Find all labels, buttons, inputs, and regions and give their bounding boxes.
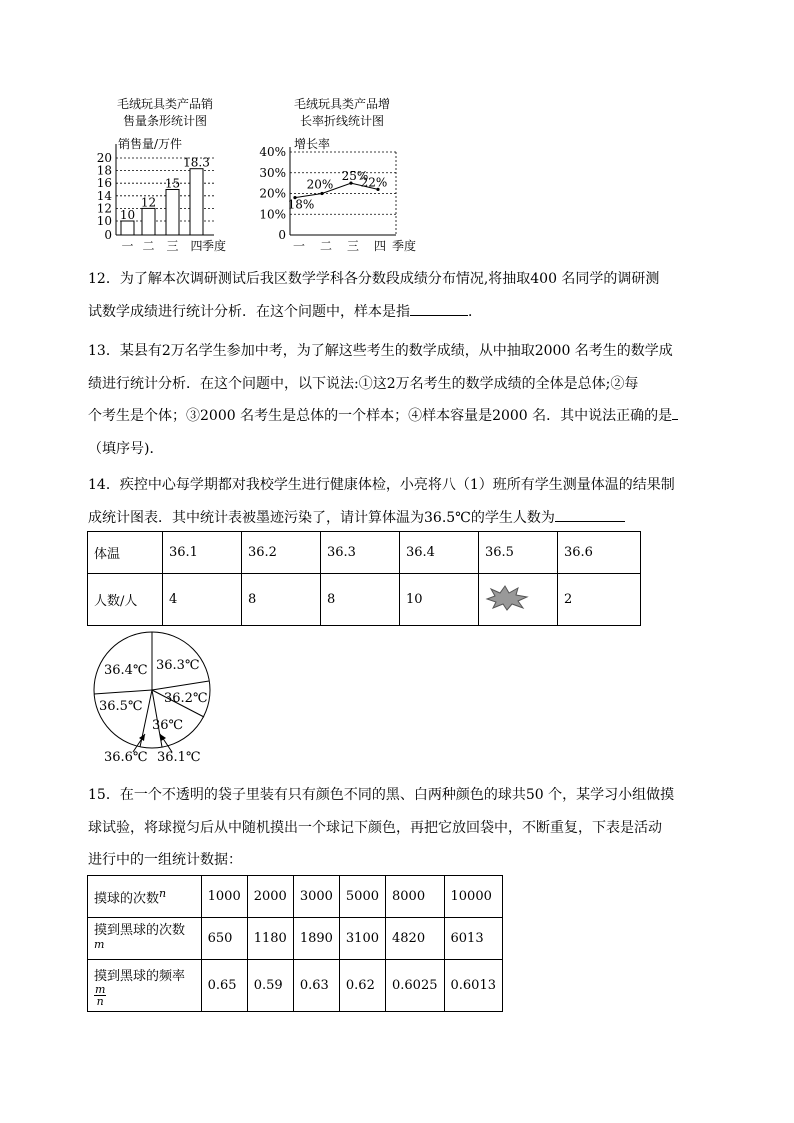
bar-value-label: 12: [140, 195, 157, 210]
table-cell: 36.6: [558, 532, 641, 574]
bar-chart-ylabel: 销售量/万件: [118, 137, 183, 151]
pie-label: 36.4℃: [104, 663, 148, 678]
table-cell: 4: [163, 574, 242, 626]
table-cell: 0.6025: [386, 960, 445, 1012]
bar-chart-title-line2: 售量条形统计图: [122, 114, 208, 128]
q12-line1: 12．为了解本次调研测试后我区数学学科各分数段成绩分布情况,将抽取400 名同学的调研测: [88, 271, 660, 287]
table-cell: 1000: [201, 876, 247, 918]
q13-line2: 绩进行统计分析．在这个问题中，以下说法:①这2万名考生的数学成绩的全体是总体;②每: [88, 376, 639, 392]
q13-line1: 13．某县有2万名学生参加中考，为了解这些考生的数学成绩，从中抽取2000 名考生的数学成: [88, 343, 673, 359]
table-cell: 0.6013: [444, 960, 503, 1012]
bar: [166, 190, 179, 236]
table-row: [88, 960, 503, 1012]
q14-line2-text: 成统计图表．其中统计表被墨迹污染了，请计算体温为36.5℃的学生人数为: [88, 510, 555, 526]
table-row: [88, 532, 641, 574]
x-tick-label: 一: [121, 239, 134, 253]
y-tick-label: 20%: [259, 186, 286, 201]
point-value-label: 25%: [341, 169, 369, 184]
x-tick-label: 四: [190, 239, 203, 253]
q12-line2: [88, 301, 482, 321]
q15-line3: 进行中的一组统计数据：: [88, 852, 242, 868]
q13-line4: （填序号)．: [88, 441, 164, 457]
point-value-label: 20%: [306, 177, 334, 192]
table-cell: 3000: [293, 876, 339, 918]
table-cell: 36.2: [242, 532, 321, 574]
table-cell: 2000: [247, 876, 293, 918]
table-cell: 10000: [444, 876, 503, 918]
table-row-header: 摸球的次数$^n$: [88, 876, 202, 918]
table-cell: 体温: [88, 532, 163, 574]
table-row: [88, 574, 641, 626]
bar-chart-xlabel: 季度: [202, 239, 227, 253]
x-tick-label: 三: [346, 239, 360, 253]
ink-stain-icon: [485, 585, 529, 611]
table-cell: 36.5: [479, 532, 558, 574]
table-row-header: 摸到黑球的频率 $\frac{m}{n}$: [88, 960, 202, 1012]
table-cell: 650: [201, 918, 247, 960]
ball-experiment-table: [87, 875, 503, 1012]
line-chart-title-line2: 长率折线统计图: [299, 114, 385, 128]
q14-answer-blank[interactable]: [555, 507, 625, 522]
pie-label: 36.2℃: [164, 691, 208, 706]
sales-bar-chart: [88, 92, 248, 262]
bar-value-label: 10: [119, 208, 136, 222]
pie-pointer-arrowhead: [160, 734, 166, 741]
pie-slice-boundary: [94, 690, 152, 694]
q12-line2-text: 试数学成绩进行统计分析．在这个问题中，样本是指: [88, 304, 410, 320]
table-cell: 人数/人: [88, 574, 163, 626]
table-cell: 36.4: [400, 532, 479, 574]
temperature-pie-chart: [90, 630, 220, 770]
table-cell: 6013: [444, 918, 503, 960]
pie-label: 36.6℃: [104, 750, 148, 765]
q15-line2: 球试验，将球搅匀后从中随机摸出一个球记下颜色，再把它放回袋中，不断重复，下表是活动: [88, 820, 662, 836]
line-chart-title-line1: 毛绒玩具类产品增: [293, 97, 391, 111]
y-tick-label: 20: [96, 151, 112, 165]
y-tick-label: 14: [96, 188, 112, 203]
table-cell: 1890: [293, 918, 339, 960]
q12-answer-blank[interactable]: [410, 301, 468, 316]
pie-pointer-arrowhead: [139, 734, 145, 741]
y-tick-label: 0: [278, 228, 286, 242]
y-tick-label: 0: [104, 228, 112, 242]
bar-value-label: 15: [164, 176, 181, 191]
x-tick-label: 三: [166, 239, 179, 253]
table-cell: 0.63: [293, 960, 339, 1012]
pie-label: 36℃: [152, 718, 184, 733]
frequency-fraction: $\frac{m}{n}$: [95, 982, 106, 1008]
q15-line1: 15．在一个不透明的袋子里装有只有颜色不同的黑、白两种颜色的球共50 个，某学习小组做摸: [88, 787, 675, 803]
table-cell: 36.3: [321, 532, 400, 574]
pie-slice-boundary: [152, 681, 209, 690]
data-point: [320, 192, 323, 195]
x-tick-label: 四: [373, 239, 387, 253]
bar-chart-title-line1: 毛绒玩具类产品销: [116, 97, 214, 111]
y-tick-label: 30%: [259, 165, 286, 180]
x-tick-label: 二: [142, 239, 155, 253]
bar: [121, 221, 134, 235]
table-cell: 8: [242, 574, 321, 626]
y-tick-label: 10%: [259, 207, 286, 222]
table-cell: 8000: [386, 876, 445, 918]
y-tick-label: 40%: [259, 145, 286, 159]
point-value-label: 18%: [287, 197, 315, 212]
ink-stain-cell: [479, 574, 558, 626]
table-cell: 2: [558, 574, 641, 626]
temperature-table: [87, 531, 641, 626]
q13-line3-text: 个考生是个体；③2000 名考生是总体的一个样本；④样本容量是2000 名．其中说法正确的是: [88, 408, 673, 424]
y-tick-label: 12: [96, 201, 112, 216]
table-cell: 8: [321, 574, 400, 626]
table-cell: 10: [400, 574, 479, 626]
table-cell: 4820: [386, 918, 445, 960]
pie-label: 36.1℃: [157, 750, 201, 765]
bar: [190, 169, 203, 235]
y-tick-label: 18: [96, 163, 112, 178]
table-cell: 0.62: [339, 960, 385, 1012]
q12-line2-end: ．: [468, 304, 482, 320]
line-chart-xlabel: 季度: [392, 239, 417, 253]
q13-answer-blank[interactable]: [672, 405, 678, 420]
q14-line1: 14．疾控中心每学期都对我校学生进行健康体检，小亮将八（1）班所有学生测量体温的结果制: [88, 477, 675, 493]
point-value-label: 22%: [360, 175, 388, 190]
table-row: [88, 918, 503, 960]
y-tick-label: 10: [96, 214, 112, 228]
table-cell: 5000: [339, 876, 385, 918]
table-cell: 3100: [339, 918, 385, 960]
table-cell: 36.1: [163, 532, 242, 574]
table-cell: 0.59: [247, 960, 293, 1012]
q13-line3: [88, 405, 678, 425]
table-row: [88, 876, 503, 918]
line-chart-ylabel: 增长率: [294, 137, 331, 151]
table-cell: 1180: [247, 918, 293, 960]
q14-line2: [88, 507, 625, 527]
table-row-header: 摸到黑球的次数$^m$: [88, 918, 202, 960]
bar: [142, 208, 155, 235]
pie-label: 36.3℃: [156, 658, 200, 673]
table-cell: 0.65: [201, 960, 247, 1012]
x-tick-label: 一: [292, 239, 306, 253]
x-tick-label: 二: [319, 239, 333, 253]
pie-label: 36.5℃: [99, 699, 143, 714]
growth-line-chart: [258, 92, 428, 262]
bar-value-label: 18.3: [183, 155, 210, 170]
y-tick-label: 16: [96, 176, 112, 191]
